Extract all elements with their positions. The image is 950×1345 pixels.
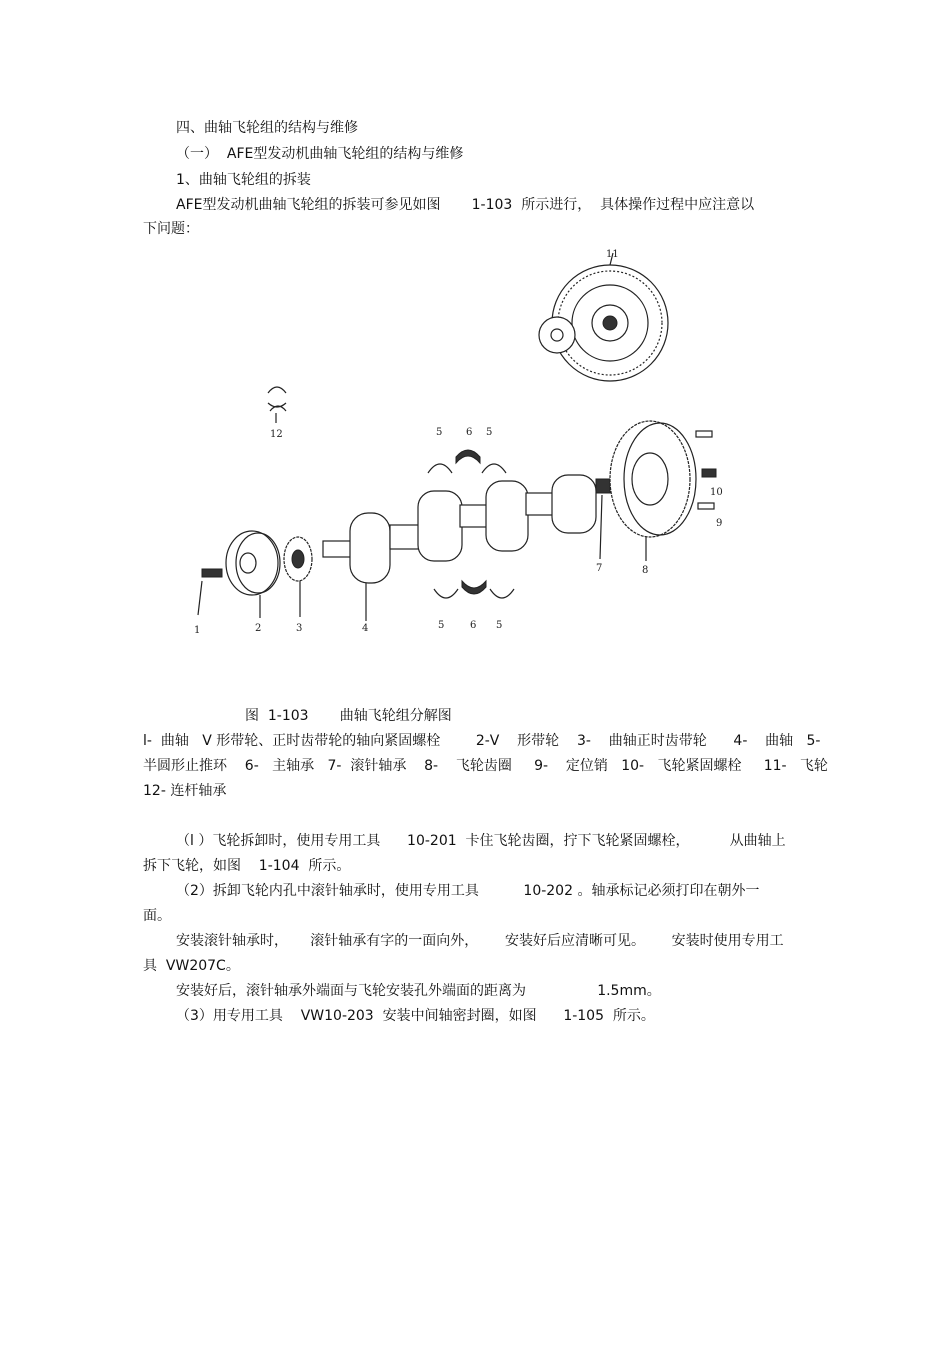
part-number-label: 8 xyxy=(642,565,649,576)
timing-gear-part-3 xyxy=(284,537,312,617)
needle-bearing-part-7 xyxy=(596,479,610,559)
crankshaft-part-4 xyxy=(323,475,596,621)
step-2-line-1: （2）拆卸飞轮内孔中滚针轴承时，使用专用工具 10-202 。轴承标记必须打印在朝外一 xyxy=(176,883,760,899)
part-number-label: 4 xyxy=(362,623,369,634)
subheading: （一） AFE型发动机曲轴飞轮组的结构与维修 xyxy=(176,146,464,162)
ring-gear-part-8 xyxy=(610,421,696,561)
part-number-label: 7 xyxy=(596,563,603,574)
figure-legend-line-2: 半圆形止推环 6- 主轴承 7- 滚针轴承 8- 飞轮齿圈 9- 定位销 10- 飞轮紧固螺栓 11- 飞轮 xyxy=(143,758,828,774)
part-number-label: 2 xyxy=(255,623,262,634)
part-number-label: 12 xyxy=(270,429,283,440)
figure-legend-line-1: l- 曲轴 V 形带轮、正时齿带轮的轴向紧固螺栓 2-V 形带轮 3- 曲轴正时齿带轮 4- 曲轴 5- xyxy=(143,733,821,749)
upper-bearings xyxy=(428,450,506,473)
step-2b-line-1: 安装滚针轴承时， 滚针轴承有字的一面向外， 安装好后应清晰可见。 安装时使用专用工 xyxy=(176,933,784,949)
part-number-label: 5 xyxy=(436,427,443,438)
step-2b-line-2: 具 VW207C。 xyxy=(143,958,240,974)
heading: 四、曲轴飞轮组的结构与维修 xyxy=(176,120,358,136)
bolt-part-1 xyxy=(198,569,222,615)
step-2c-line-1: 安装好后，滚针轴承外端面与飞轮安装孔外端面的距离为 1.5mm。 xyxy=(176,983,661,999)
part-number-label: 5 xyxy=(438,620,445,631)
section-title: 1、曲轴飞轮组的拆装 xyxy=(176,172,311,188)
step-1-line-2: 拆下飞轮，如图 1-104 所示。 xyxy=(143,858,351,874)
intro-line-1: AFE型发动机曲轴飞轮组的拆装可参见如图 1-103 所示进行， 具体操作过程中应注意以 xyxy=(176,197,755,213)
part-number-label: 1 xyxy=(194,625,201,636)
intro-line-2: 下问题： xyxy=(143,221,199,237)
figure-caption: 图 1-103 曲轴飞轮组分解图 xyxy=(245,708,452,724)
part-number-label: 11 xyxy=(606,249,619,260)
part-number-label: 6 xyxy=(466,427,473,438)
flywheel-bolt-part-10 xyxy=(702,469,716,477)
part-number-label: 3 xyxy=(296,623,303,634)
flywheel-plate xyxy=(539,317,575,353)
conrod-bearing-part-12 xyxy=(268,387,286,423)
v-belt-pulley-part-2 xyxy=(226,531,280,618)
part-number-label: 5 xyxy=(486,427,493,438)
part-number-label: 6 xyxy=(470,620,477,631)
lower-bearings xyxy=(434,581,514,598)
step-1-line-1: （l ）飞轮拆卸时，使用专用工具 10-201 卡住飞轮齿圈，拧下飞轮紧固螺栓， 从曲轴上 xyxy=(176,833,786,849)
figure-legend-line-3: 12- 连杆轴承 xyxy=(143,783,227,799)
crankshaft-flywheel-exploded-diagram xyxy=(190,243,730,653)
step-3-line-1: （3）用专用工具 VW10-203 安装中间轴密封圈，如图 1-105 所示。 xyxy=(176,1008,655,1024)
part-number-label: 5 xyxy=(496,620,503,631)
part-number-label: 10 xyxy=(710,487,723,498)
part-number-label: 9 xyxy=(716,518,723,529)
flywheel-part-11 xyxy=(552,253,668,381)
step-2-line-2: 面。 xyxy=(143,908,171,924)
